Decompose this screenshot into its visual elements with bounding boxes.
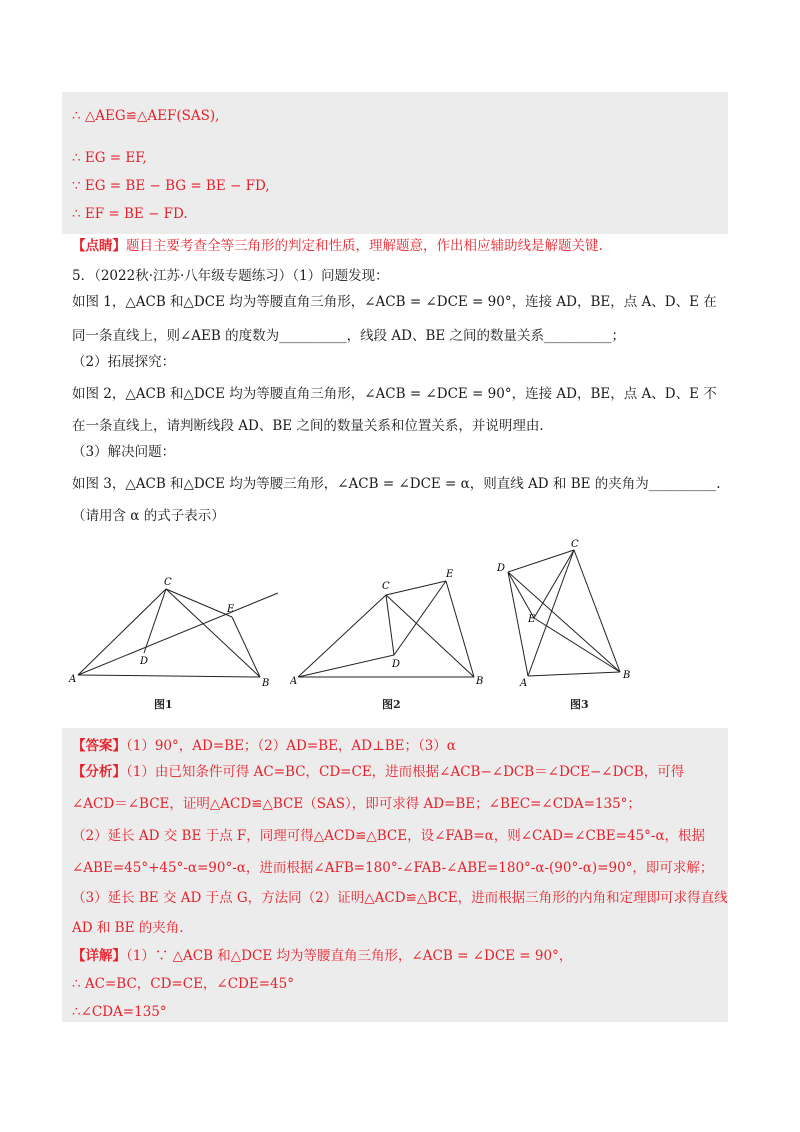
fig3-label-D: D	[497, 563, 506, 574]
fig1-seg-AC	[78, 589, 166, 675]
fig1-label-D: D	[140, 656, 149, 667]
problem-part2-line1: 如图 2，△ACB 和△DCE 均为等腰直角三角形，∠ACB = ∠DCE = 90°，连接 AD，BE，点 A、D、E 不	[72, 386, 717, 402]
problem-section3-title: （3）解决问题：	[72, 444, 176, 460]
fig2-label-D: D	[392, 659, 401, 670]
answer-tag: 【答案】	[72, 738, 126, 754]
answer-text: （1）90°，AD=BE；（2）AD=BE，AD⊥BE；（3）α	[126, 738, 456, 754]
fig2-label-C: C	[382, 581, 390, 592]
fig2-seg-EB	[446, 581, 474, 677]
proof-line-congruence: ∴ △AEG≌△AEF(SAS),	[72, 108, 220, 124]
problem-part1-line2: 同一条直线上，则∠AEB 的度数为__________，线段 AD、BE 之间的数量关系__________；	[72, 328, 626, 344]
fig1-seg-AB	[78, 675, 260, 677]
fig3-seg-AB	[528, 672, 620, 676]
proof-line-conclusion: ∴ EF = BE − FD.	[72, 206, 188, 222]
fig1-label-E: E	[227, 604, 235, 615]
analysis-line-1	[72, 762, 684, 782]
answer-line	[72, 736, 456, 756]
detail-tag: 【详解】	[72, 948, 126, 964]
problem-part2-line2: 在一条直线上，请判断线段 AD、BE 之间的数量关系和位置关系，并说明理由.	[72, 418, 544, 434]
fig1-label-B: B	[262, 678, 270, 689]
fig1-seg-line-AE	[78, 593, 278, 675]
fig3-label-C: C	[571, 539, 579, 550]
detail-line-2: ∴ AC=BC，CD=CE，∠CDE=45°	[72, 976, 294, 992]
analysis-line-6: AD 和 BE 的夹角.	[72, 920, 184, 936]
fig1-label-A: A	[69, 674, 77, 685]
problem-part1-line1: 如图 1，△ACB 和△DCE 均为等腰直角三角形，∠ACB = ∠DCE = 90°，连接 AD，BE，点 A、D、E 在	[72, 294, 717, 310]
fig1-seg-CE	[166, 589, 232, 617]
analysis-line-2: ∠ACD＝∠BCE，证明△ACD≌△BCE（SAS），即可求得 AD=BE；∠BEC=∠CDA=135°；	[72, 796, 641, 812]
fig3-seg-CE	[534, 550, 574, 618]
problem-part3-line1: 如图 3，△ACB 和△DCE 均为等腰三角形，∠ACB = ∠DCE = α，则直线 AD 和 BE 的夹角为__________.	[72, 476, 721, 492]
fig2-seg-CD	[386, 595, 394, 655]
analysis-text-1: （1）由已知条件可得 AC=BC，CD=CE，进而根据∠ACB−∠DCB＝∠DCE−∠DCB，可得	[126, 764, 685, 780]
fig2-label-A: A	[290, 676, 298, 687]
figure-3-title: 图3	[570, 698, 589, 711]
fig2-seg-CE	[386, 581, 446, 595]
detail-line-1	[72, 946, 572, 966]
fig3-seg-CB	[574, 550, 620, 672]
fig3-seg-DC	[508, 550, 574, 572]
analysis-line-4: ∠ABE=45°+45°-α=90°-α，进而根据∠AFB=180°-∠FAB-∠ABE=180°-α-(90°-α)=90°，即可求解；	[72, 860, 714, 876]
fig2-label-E: E	[446, 569, 454, 580]
detail-line-3: ∴∠CDA=135°	[72, 1004, 167, 1020]
proof-line-because: ∵ EG = BE − BG = BE − FD,	[72, 178, 270, 194]
fig2-seg-AC	[298, 595, 386, 677]
problem-section2-title: （2）拓展探究：	[72, 354, 176, 370]
detail-text-1: （1）∵ △ACB 和△DCE 均为等腰直角三角形，∠ACB = ∠DCE = 90°，	[126, 948, 573, 964]
dianjing-line	[72, 236, 603, 256]
fig1-label-C: C	[164, 577, 172, 588]
analysis-line-3: （2）延长 AD 交 BE 于点 F，同理可得△ACD≌△BCE，设∠FAB=α，则∠CAD=∠CBE=45°-α，根据	[72, 828, 706, 844]
fig1-seg-EB	[232, 617, 260, 677]
figure-3	[494, 538, 644, 690]
problem-header: 5．（2022秋·江苏·八年级专题练习）（1）问题发现：	[72, 268, 389, 284]
fig3-label-E: E	[528, 614, 536, 625]
dianjing-text: 题目主要考查全等三角形的判定和性质，理解题意，作出相应辅助线是解题关键.	[126, 238, 603, 254]
fig3-seg-AC	[528, 550, 574, 676]
figure-1-title: 图1	[154, 698, 173, 711]
figure-2-title: 图2	[382, 698, 401, 711]
analysis-tag: 【分析】	[72, 764, 126, 780]
fig3-seg-EB	[534, 618, 620, 672]
analysis-line-5: （3）延长 BE 交 AD 于点 G，方法同（2）证明△ACD≌△BCE，进而根据三角形的内角和定理即可求得直线	[72, 890, 728, 906]
fig3-label-B: B	[623, 670, 631, 681]
fig2-seg-AD	[298, 655, 394, 677]
proof-line-eg-ef: ∴ EG = EF,	[72, 150, 147, 166]
fig3-seg-DE	[508, 572, 534, 618]
dianjing-tag: 【点睛】	[72, 238, 126, 254]
fig2-label-B: B	[476, 676, 484, 687]
fig3-label-A: A	[520, 678, 528, 689]
figure-1	[66, 565, 286, 690]
problem-part3-line2: （请用含 α 的式子表示）	[72, 508, 225, 524]
figure-2	[290, 565, 490, 690]
